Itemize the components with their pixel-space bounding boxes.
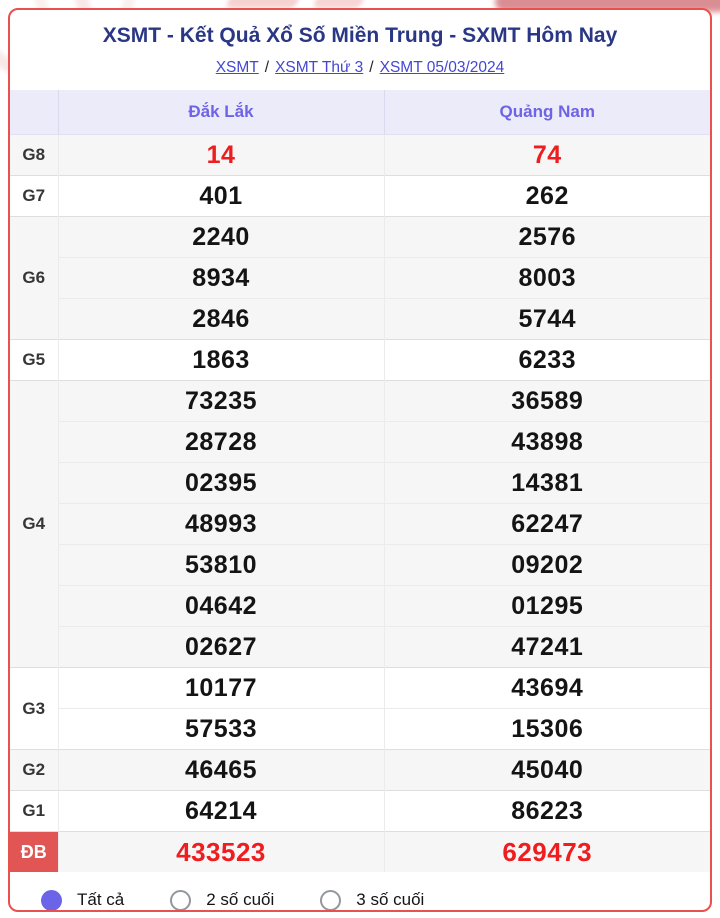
table-row	[10, 463, 710, 504]
breadcrumb-link-xsmt-date[interactable]: XSMT 05/03/2024	[379, 59, 505, 76]
prize-number: 401	[58, 176, 384, 217]
page-title: XSMT - Kết Quả Xổ Số Miền Trung - SXMT Hôm Nay	[102, 24, 618, 47]
filter-option-all[interactable]	[41, 890, 124, 911]
prize-label-db: ĐB	[10, 832, 58, 873]
prize-number: 6233	[384, 340, 710, 381]
table-row	[10, 750, 710, 791]
prize-number: 02395	[58, 463, 384, 504]
prize-label-g1: G1	[10, 791, 58, 832]
table-row	[10, 545, 710, 586]
prize-label-g6: G6	[10, 217, 58, 340]
table-row	[10, 299, 710, 340]
radio-selected-icon[interactable]	[41, 890, 62, 911]
breadcrumb-link-xsmt-thu-3[interactable]: XSMT Thứ 3	[275, 59, 364, 76]
table-row	[10, 135, 710, 176]
table-row	[10, 176, 710, 217]
table-row	[10, 258, 710, 299]
table-row	[10, 217, 710, 258]
filter-option-label: 3 số cuối	[356, 890, 425, 909]
prize-number: 86223	[384, 791, 710, 832]
filter-option-last-3-digits[interactable]	[320, 890, 424, 911]
prize-number: 01295	[384, 586, 710, 627]
prize-number: 09202	[384, 545, 710, 586]
filter-option-last-2-digits[interactable]	[170, 890, 274, 911]
prize-number: 8003	[384, 258, 710, 299]
prize-number: 46465	[58, 750, 384, 791]
table-row	[10, 668, 710, 709]
prize-number: 64214	[58, 791, 384, 832]
prize-number: 2576	[384, 217, 710, 258]
prize-number: 43898	[384, 422, 710, 463]
column-header-dak-lak: Đắk Lắk	[58, 90, 384, 135]
table-row	[10, 709, 710, 750]
lottery-results-card	[8, 8, 712, 912]
prize-label-g4: G4	[10, 381, 58, 668]
prize-number: 629473	[384, 832, 710, 873]
prize-number: 36589	[384, 381, 710, 422]
prize-number: 1863	[58, 340, 384, 381]
table-row	[10, 504, 710, 545]
prize-label-g5: G5	[10, 340, 58, 381]
prize-number: 2240	[58, 217, 384, 258]
prize-number: 62247	[384, 504, 710, 545]
breadcrumb-link-xsmt[interactable]: XSMT	[215, 59, 259, 76]
prize-number: 2846	[58, 299, 384, 340]
prize-number: 8934	[58, 258, 384, 299]
prize-label-g2: G2	[10, 750, 58, 791]
prize-number: 53810	[58, 545, 384, 586]
prize-number: 43694	[384, 668, 710, 709]
prize-number: 02627	[58, 627, 384, 668]
prize-number: 74	[384, 135, 710, 176]
prize-number: 433523	[58, 832, 384, 873]
breadcrumb	[10, 57, 710, 78]
background-decoration-watermark	[225, 0, 301, 8]
prize-number: 28728	[58, 422, 384, 463]
radio-unselected-icon[interactable]	[320, 890, 341, 911]
corner-cell	[10, 90, 58, 135]
prize-number: 45040	[384, 750, 710, 791]
table-row	[10, 586, 710, 627]
results-table	[10, 90, 710, 872]
filter-option-label: 2 số cuối	[206, 890, 275, 909]
prize-label-g7: G7	[10, 176, 58, 217]
prize-number: 48993	[58, 504, 384, 545]
prize-number: 73235	[58, 381, 384, 422]
prize-label-g8: G8	[10, 135, 58, 176]
breadcrumb-separator: /	[264, 59, 270, 76]
background-decoration-watermark	[312, 0, 366, 8]
table-row	[10, 791, 710, 832]
prize-number: 15306	[384, 709, 710, 750]
table-row	[10, 381, 710, 422]
prize-number: 14381	[384, 463, 710, 504]
prize-number: 47241	[384, 627, 710, 668]
prize-label-g3: G3	[10, 668, 58, 750]
table-row	[10, 340, 710, 381]
table-row	[10, 627, 710, 668]
prize-number: 57533	[58, 709, 384, 750]
filter-option-label: Tất cả	[77, 890, 125, 909]
table-header-row	[10, 90, 710, 135]
prize-number: 5744	[384, 299, 710, 340]
table-row	[10, 832, 710, 873]
prize-number: 04642	[58, 586, 384, 627]
column-header-quang-nam: Quảng Nam	[384, 90, 710, 135]
display-filter-options	[10, 872, 710, 912]
prize-number: 14	[58, 135, 384, 176]
prize-number: 10177	[58, 668, 384, 709]
table-row	[10, 422, 710, 463]
radio-unselected-icon[interactable]	[170, 890, 191, 911]
breadcrumb-separator: /	[369, 59, 374, 76]
prize-number: 262	[384, 176, 710, 217]
